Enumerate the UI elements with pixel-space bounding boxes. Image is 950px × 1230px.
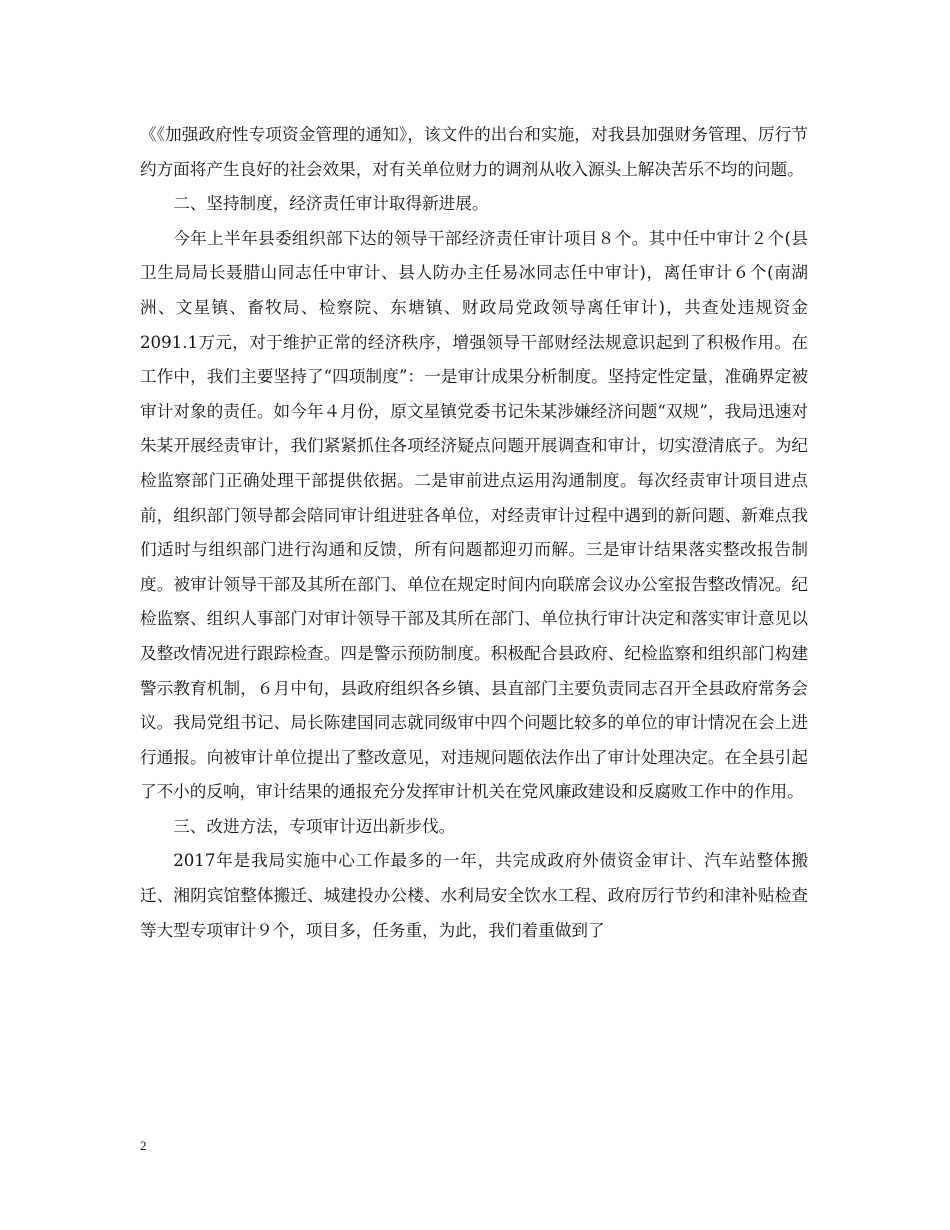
page-number: 2	[140, 1138, 147, 1153]
document-body	[140, 118, 808, 948]
paragraph-3: 今年上半年县委组织部下达的领导干部经济责任审计项目８个。其中任中审计２个(县卫生局局长聂腊山同志任中审计、县人防办主任易冰同志任中审计)，离任审计６个(南湖洲、文星镇、畜牧局、检察院、东塘镇、财政局党政领导离任审计)，共查处违规资金2091.1万元，对于维护正常的经济秩序，增强领导干部财经法规意识起到了积极作用。在工作中，我们主要坚持了“四项制度”：一是审计成果分析制度。坚持定性定量，准确界定被审计对象的责任。如今年４月份，原文星镇党委书记朱某涉嫌经济问题“双规”，我局迅速对朱某开展经责审计，我们紧紧抓住各项经济疑点问题开展调查和审计，切实澄清底子。为纪检监察部门正确处理干部提供依据。二是审前进点运用沟通制度。每次经责审计项目进点前，组织部门领导都会陪同审计组进驻各单位，对经责审计过程中遇到的新问题、新难点我们适时与组织部门进行沟通和反馈，所有问题都迎刃而解。三是审计结果落实整改报告制度。被审计领导干部及其所在部门、单位在规定时间内向联席会议办公室报告整改情况。纪检监察、组织人事部门对审计领导干部及其所在部门、单位执行审计决定和落实审计意见以及整改情况进行跟踪检查。四是警示预防制度。积极配合县政府、纪检监察和组织部门构建警示教育机制，６月中旬，县政府组织各乡镇、县直部门主要负责同志召开全县政府常务会议。我局党组书记、局长陈建国同志就同级审中四个问题比较多的单位的审计情况在会上进行通报。向被审计单位提出了整改意见，对违规问题依法作出了审计处理决定。在全县引起了不小的反响，审计结果的通报充分发挥审计机关在党风廉政建设和反腐败工作中的作用。	[140, 228, 808, 802]
section-heading-3: 三、改进方法，专项审计迈出新步伐。	[173, 816, 456, 836]
paragraph-1: 《《加强政府性专项资金管理的通知》，该文件的出台和实施，对我县加强财务管理、厉行节约方面将产生良好的社会效果，对有关单位财力的调剂从收入源头上解决苦乐不均的问题。	[140, 125, 808, 179]
paragraph-5: 2017年是我局实施中心工作最多的一年，共完成政府外债资金审计、汽车站整体搬迁、湘阴宾馆整体搬迁、城建投办公楼、水利局安全饮水工程、政府厉行节约和津补贴检查等大型专项审计９个，项目多，任务重，为此，我们着重做到了	[140, 851, 808, 940]
section-heading-2: 二、坚持制度，经济责任审计取得新进展。	[173, 194, 489, 214]
